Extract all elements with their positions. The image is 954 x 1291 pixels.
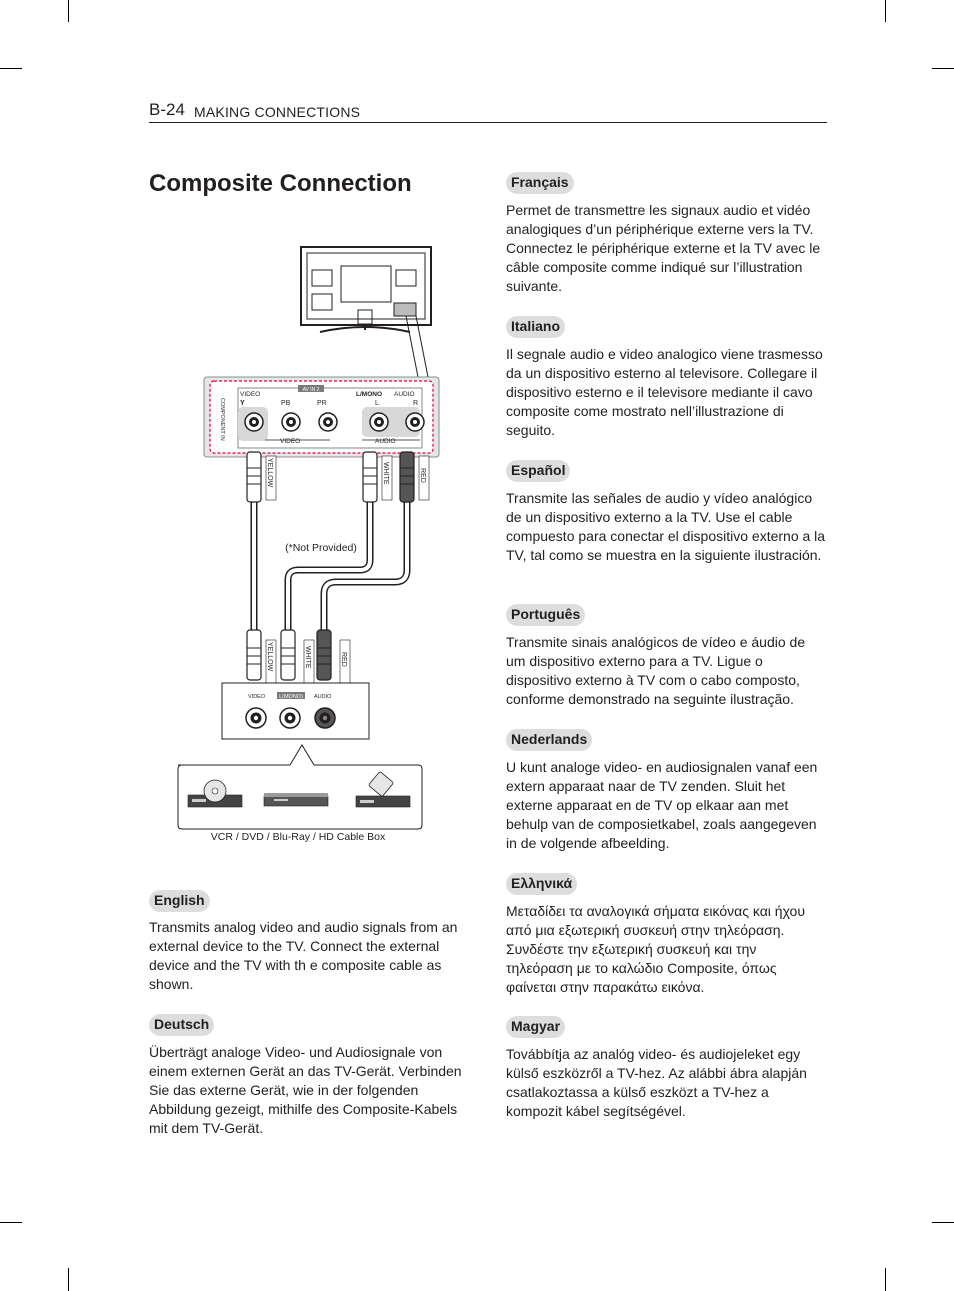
text-espanol: Transmite las señales de audio y vídeo analógico de un dispositivo externo a la TV. Use el cable compuesto para conectar el dispositivo externo a la TV, tal como se muestra en la siguiente ilustración. <box>506 490 826 563</box>
page-title: Composite Connection <box>149 170 412 197</box>
cable-label-red-top: RED <box>419 468 426 483</box>
text-deutsch: Überträgt analoge Video- und Audiosignale von einem externen Gerät an das TV-Gerät. Verbinden Sie das externe Gerät, wie in der folgenden Abbildung gezeigt, mithilfe des Composite-Kabels mit dem TV-Gerät. <box>149 1044 462 1136</box>
cable-label-yellow-top: YELLOW <box>266 458 273 488</box>
lang-label-francais: Français <box>506 172 574 194</box>
cable-label-yellow-bottom: YELLOW <box>266 642 273 672</box>
lang-label-italiano: Italiano <box>506 316 565 338</box>
panel-l-label: L <box>375 400 379 407</box>
text-italiano: Il segnale audio e video analogico viene trasmesso da un dispositivo esterno al televisore. Collegare il dispositivo esterno e il televisore mediante il cavo composite come mostrato nell’illustrazione di seguito. <box>506 346 823 438</box>
crop-mark <box>885 1268 886 1291</box>
crop-mark <box>885 0 886 22</box>
device-audio-label: AUDIO <box>314 694 332 700</box>
lang-label-portugues: Português <box>506 604 585 626</box>
lang-label-nederlands: Nederlands <box>506 729 592 751</box>
cable-label-white-bottom: WHITE <box>304 646 311 669</box>
panel-pr-label: PR <box>317 400 327 407</box>
plug-red-top <box>400 452 414 502</box>
device-video-label: VIDEO <box>248 694 266 700</box>
panel-y-label: Y <box>240 400 245 407</box>
crop-mark <box>68 1268 69 1291</box>
panel-audio-bottom-label: AUDIO <box>375 438 396 445</box>
device-mono-label: L(MONO) <box>279 694 303 700</box>
lang-label-magyar: Magyar <box>506 1016 565 1038</box>
plug-yellow-bottom <box>247 630 261 680</box>
connection-diagram <box>170 240 460 850</box>
plug-white-top <box>363 452 377 502</box>
crop-mark <box>68 0 69 22</box>
text-ellinika: Μεταδίδει τα αναλογικά σήματα εικόνας και ήχου από μια εξωτερική συσκευή στην τηλεόραση. Συνδέστε την εξωτερική συσκευή και την τηλεόραση με το καλώδιο Composite, όπως φαίνεται στην παρακάτω εικόνα. <box>506 903 805 995</box>
plug-red-bottom <box>317 630 331 680</box>
not-provided-note: (*Not Provided) <box>285 542 357 554</box>
devices-caption: VCR / DVD / Blu-Ray / HD Cable Box <box>210 831 386 843</box>
panel-video-label: VIDEO <box>240 391 261 398</box>
component-in-label: COMPONENT IN <box>219 398 225 441</box>
crop-mark <box>932 68 954 69</box>
device-output-panel <box>222 683 369 739</box>
crop-mark <box>932 1222 954 1223</box>
text-portugues: Transmite sinais analógicos de vídeo e áudio de um dispositivo externo para a TV. Ligue o dispositivo externo à TV com o cabo composto, conforme demonstrado na seguinte ilustração. <box>506 634 806 707</box>
text-english: Transmits analog video and audio signals from an external device to the TV. Connect the external device and the TV with th e composite cable as shown. <box>149 919 458 992</box>
text-magyar: Továbbítja az analóg video- és audiojeleket egy külső eszközről a TV-hez. Az alábbi ábra alapján csatlakoztassa a külső eszközt a TV-hez a kompozit kábel segítségével. <box>506 1046 807 1119</box>
plug-yellow-top <box>247 452 261 502</box>
lang-label-espanol: Español <box>506 460 570 482</box>
lang-label-deutsch: Deutsch <box>149 1014 214 1036</box>
tv-input-panel <box>204 377 439 457</box>
tv-back-illustration <box>301 247 431 332</box>
text-francais: Permet de transmettre les signaux audio et vidéo analogiques d’un périphérique externe vers la TV. Connectez le périphérique externe et la TV avec le câble composite comme indiqué sur l’illustration suivante. <box>506 202 821 294</box>
panel-mono-label: L/MONO <box>356 391 382 398</box>
panel-video-bottom-label: VIDEO <box>280 438 301 445</box>
cable-label-red-bottom: RED <box>340 652 347 667</box>
dvd-player-icon <box>264 793 328 806</box>
lang-label-ellinika: Ελληνικά <box>506 873 577 895</box>
crop-mark <box>0 68 22 69</box>
page-number: B-24 <box>149 100 185 119</box>
page-header <box>149 100 827 123</box>
section-title: MAKING CONNECTIONS <box>194 104 361 120</box>
panel-r-label: R <box>413 400 419 407</box>
panel-pb-label: PB <box>281 400 291 407</box>
lang-label-english: English <box>149 890 210 912</box>
panel-audio-label: AUDIO <box>394 391 415 398</box>
plug-white-bottom <box>281 630 295 680</box>
text-nederlands: U kunt analoge video- en audiosignalen vanaf een extern apparaat naar de TV zenden. Sluit het externe apparaat en de TV op elkaar aan met behulp van de composietkabel, zoals aangegeven in de volgende afbeelding. <box>506 759 818 851</box>
cable-label-white-top: WHITE <box>382 462 389 485</box>
av-in-label: AV IN 2 <box>302 387 320 393</box>
crop-mark <box>0 1222 22 1223</box>
